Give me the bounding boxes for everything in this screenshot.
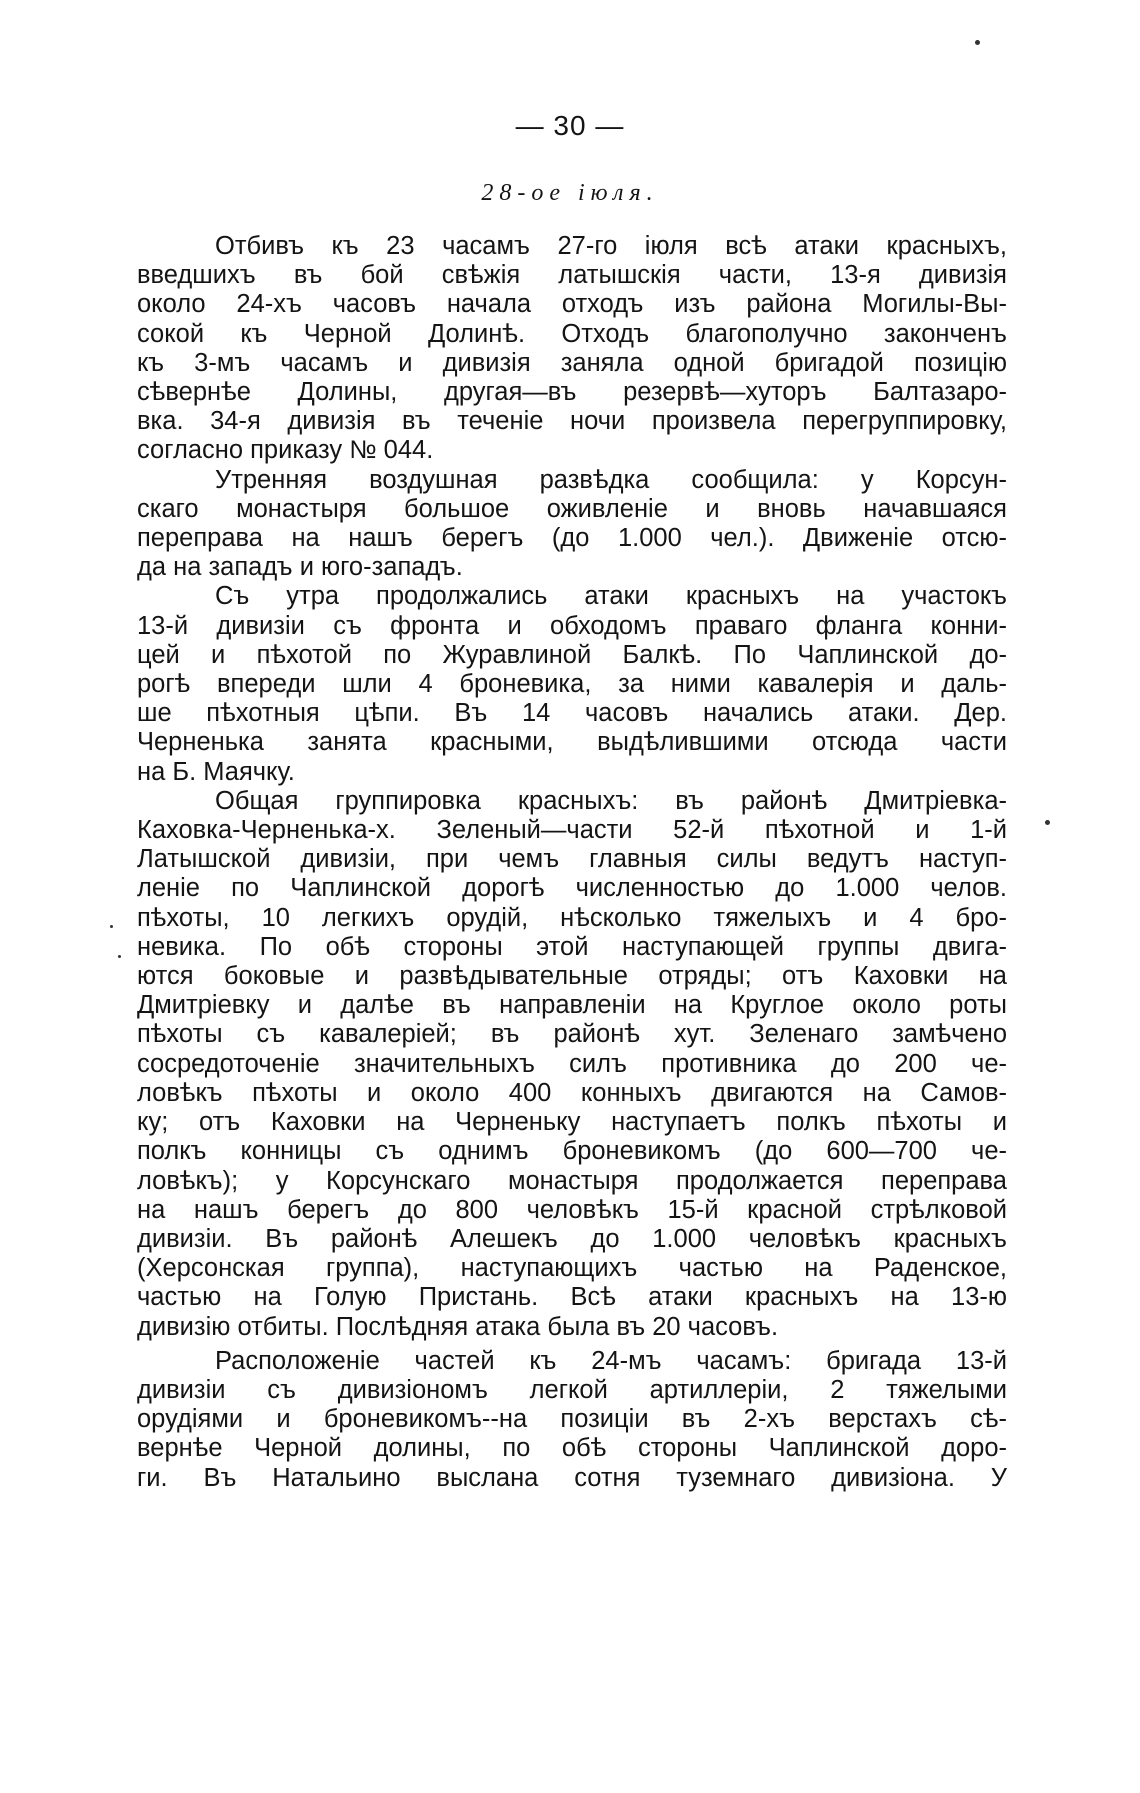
text-line: полкъ конницы съ однимъ броневикомъ (до 600—700 че- <box>137 1137 1007 1166</box>
text-line: Общая группировка красныхъ: въ районѣ Дмитріевка- <box>215 786 1007 815</box>
text-line: согласно приказу № 044. <box>137 436 434 465</box>
text-line: около 24-хъ часовъ начала отходъ изъ района Могилы-Вы- <box>137 290 1007 319</box>
text-line: ловѣкъ); у Корсунскаго монастыря продолжается переправа <box>137 1166 1007 1195</box>
paragraph-3 <box>137 582 1007 786</box>
text-line: скаго монастыря большое оживленіе и вновь начавшаяся <box>137 494 1007 523</box>
text-line: дивизіи съ дивизіономъ легкой артиллеріи, 2 тяжелыми <box>137 1375 1007 1404</box>
text-line: орудіями и броневикомъ--на позиціи въ 2-хъ верстахъ сѣ- <box>137 1405 1007 1434</box>
text-line: Съ утра продолжались атаки красныхъ на участокъ <box>215 582 1007 611</box>
text-line: невика. По обѣ стороны этой наступающей группы двига- <box>137 932 1007 961</box>
scan-speck <box>118 955 121 958</box>
date-heading: 28-ое іюля. <box>481 180 659 206</box>
text-line: ше пѣхотныя цѣпи. Въ 14 часовъ начались атаки. Дер. <box>137 699 1007 728</box>
text-line: введшихъ въ бой свѣжія латышскія части, 13-я дивизія <box>137 261 1007 290</box>
text-line: цей и пѣхотой по Журавлиной Балкѣ. По Чаплинской до- <box>137 640 1007 669</box>
text-line: дивизію отбиты. Послѣдняя атака была въ 20 часовъ. <box>137 1312 779 1341</box>
text-line: сѣвернѣе Долины, другая—въ резервѣ—хуторъ Балтазаро- <box>137 378 1007 407</box>
text-line: Расположеніе частей къ 24-мъ часамъ: бригада 13-й <box>215 1346 1007 1375</box>
text-line: на Б. Маячку. <box>137 757 295 786</box>
scan-speck <box>110 925 113 928</box>
paragraph-5 <box>137 1347 1007 1493</box>
text-line: леніе по Чаплинской дорогѣ численностью до 1.000 челов. <box>137 874 1007 903</box>
text-line: Отбивъ къ 23 часамъ 27-го іюля всѣ атаки красныхъ, <box>215 232 1007 260</box>
body-text <box>137 232 1007 1493</box>
scan-speck <box>1045 820 1050 825</box>
text-line: на нашъ берегъ до 800 человѣкъ 15-й красной стрѣлковой <box>137 1195 1007 1224</box>
text-line: вка. 34-я дивизія въ теченіе ночи произвела перегруппировку, <box>137 407 1007 436</box>
text-line: (Херсонская группа), наступающихъ частью на Раденское, <box>137 1254 1007 1283</box>
text-line: рогѣ впереди шли 4 броневика, за ними кавалерія и даль- <box>137 670 1007 699</box>
text-line: Дмитріевку и далѣе въ направленіи на Круглое около роты <box>137 991 1007 1020</box>
text-line: Черненька занята красными, выдѣлившими отсюда части <box>137 728 1007 757</box>
text-line: Утренняя воздушная развѣдка сообщила: у Корсун- <box>215 465 1007 494</box>
page-number: — 30 — <box>515 110 625 141</box>
text-line: къ 3-мъ часамъ и дивизія заняла одной бригадой позицію <box>137 348 1007 377</box>
text-line: вернѣе Черной долины, по обѣ стороны Чаплинской доро- <box>137 1434 1007 1463</box>
text-line: переправа на нашъ берегъ (до 1.000 чел.). Движеніе отсю- <box>137 524 1007 553</box>
text-line: сосредоточеніе значительныхъ силъ противника до 200 че- <box>137 1049 1007 1078</box>
text-line: сокой къ Черной Долинѣ. Отходъ благополучно законченъ <box>137 319 1007 348</box>
text-line: ку; отъ Каховки на Черненьку наступаетъ полкъ пѣхоты и <box>137 1108 1007 1137</box>
scan-speck <box>975 40 980 45</box>
text-line: ловѣкъ пѣхоты и около 400 конныхъ двигаются на Самов- <box>137 1078 1007 1107</box>
text-line: да на западъ и юго-западъ. <box>137 553 463 582</box>
paragraph-4 <box>137 787 1007 1342</box>
text-line: пѣхоты съ кавалеріей; въ районѣ хут. Зеленаго замѣчено <box>137 1020 1007 1049</box>
text-line: дивизіи. Въ районѣ Алешекъ до 1.000 человѣкъ красныхъ <box>137 1224 1007 1253</box>
text-line: ются боковые и развѣдывательные отряды; отъ Каховки на <box>137 962 1007 991</box>
text-line: ги. Въ Натальино выслана сотня туземнаго дивизіона. У <box>137 1463 1007 1492</box>
paragraph-2 <box>137 466 1007 583</box>
text-line: пѣхоты, 10 легкихъ орудій, нѣсколько тяжелыхъ и 4 бро- <box>137 903 1007 932</box>
text-line: 13-й дивизіи съ фронта и обходомъ праваго фланга конни- <box>137 611 1007 640</box>
text-line: Каховка-Черненька-х. Зеленый—части 52-й пѣхотной и 1-й <box>137 816 1007 845</box>
text-line: частью на Голую Пристань. Всѣ атаки красныхъ на 13-ю <box>137 1283 1007 1312</box>
paragraph-1 <box>137 232 1007 466</box>
text-line: Латышской дивизіи, при чемъ главныя силы ведутъ наступ- <box>137 845 1007 874</box>
